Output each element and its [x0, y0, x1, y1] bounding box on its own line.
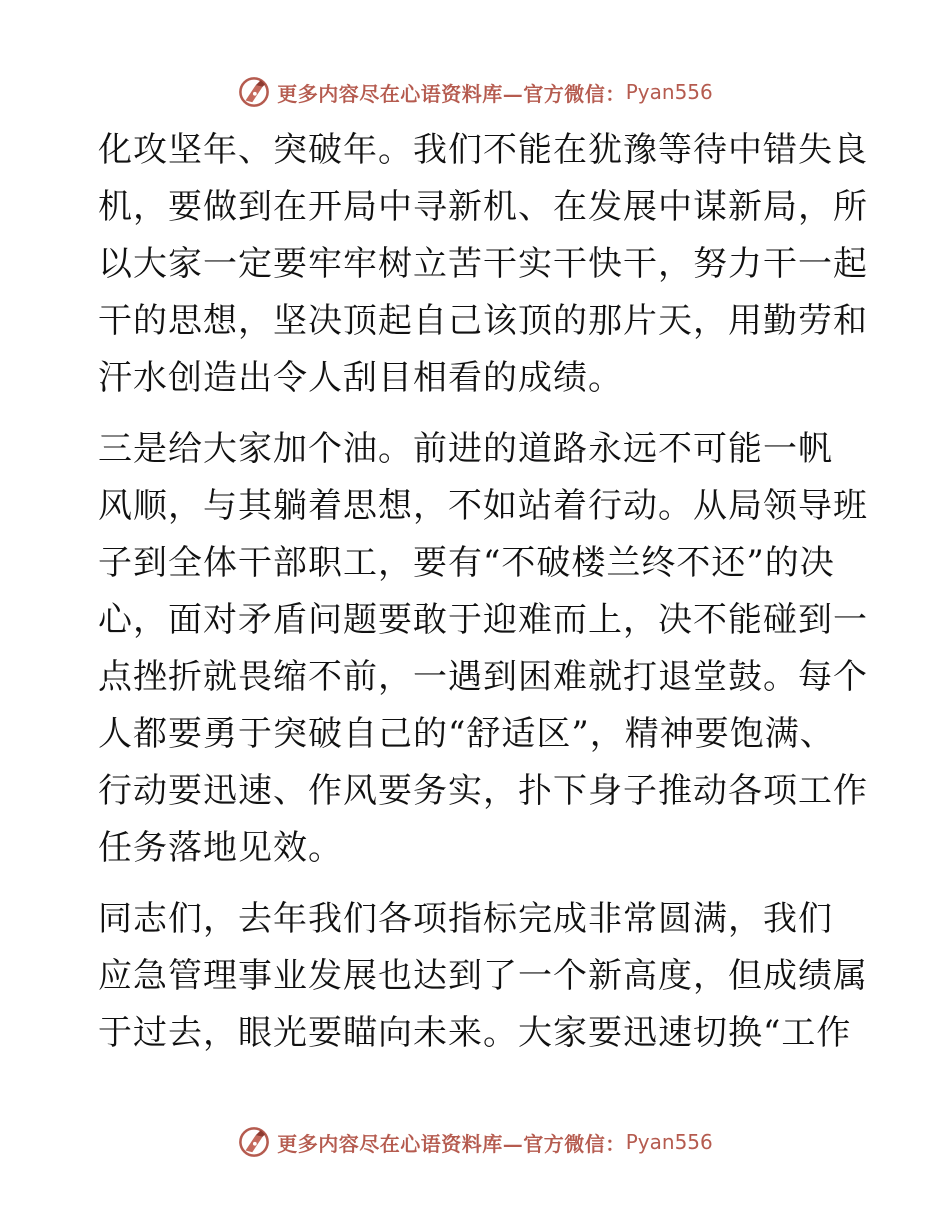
pen-nib-logo-icon — [237, 1125, 271, 1159]
text-line: 行动要迅速、作风要务实，扑下身子推动各项工作 — [98, 771, 868, 811]
watermark-text: 更多内容尽在心语资料库—官方微信： — [277, 81, 626, 106]
paragraph-2 — [98, 421, 868, 877]
text-line: 化攻坚年、突破年。我们不能在犹豫等待中错失良 — [98, 130, 868, 170]
text-line: 人都要勇于突破自己的“舒适区”，精神要饱满、 — [98, 714, 835, 754]
paragraph-1 — [98, 122, 868, 407]
watermark-wechat-id: Pyan556 — [625, 1130, 713, 1154]
text-line: 干的思想，坚决顶起自己该顶的那片天，用勤劳和 — [98, 301, 868, 341]
text-line: 子到全体干部职工，要有“不破楼兰终不还”的决 — [98, 543, 835, 583]
pen-nib-logo-icon — [237, 75, 271, 109]
watermark-wechat-id: Pyan556 — [625, 80, 713, 104]
text-line: 应急管理事业发展也达到了一个新高度，但成绩属 — [98, 956, 868, 996]
header-watermark — [0, 72, 950, 112]
text-line: 风顺，与其躺着思想，不如站着行动。从局领导班 — [98, 486, 868, 526]
watermark-text: 更多内容尽在心语资料库—官方微信： — [277, 1131, 626, 1156]
text-line: 点挫折就畏缩不前，一遇到困难就打退堂鼓。每个 — [98, 657, 868, 697]
paragraph-3 — [98, 891, 868, 1062]
text-line: 汗水创造出令人刮目相看的成绩。 — [98, 358, 623, 398]
document-body — [98, 122, 868, 1062]
text-line: 任务落地见效。 — [98, 828, 343, 868]
footer-watermark — [0, 1122, 950, 1162]
text-line: 同志们，去年我们各项指标完成非常圆满，我们 — [98, 899, 833, 939]
text-line: 机，要做到在开局中寻新机、在发展中谋新局，所 — [98, 187, 868, 227]
text-line: 以大家一定要牢牢树立苦干实干快干，努力干一起 — [98, 244, 868, 284]
text-line: 心，面对矛盾问题要敢于迎难而上，决不能碰到一 — [98, 600, 868, 640]
text-line: 于过去，眼光要瞄向未来。大家要迅速切换“工作 — [98, 1013, 852, 1053]
text-line: 三是给大家加个油。前进的道路永远不可能一帆 — [98, 429, 833, 469]
